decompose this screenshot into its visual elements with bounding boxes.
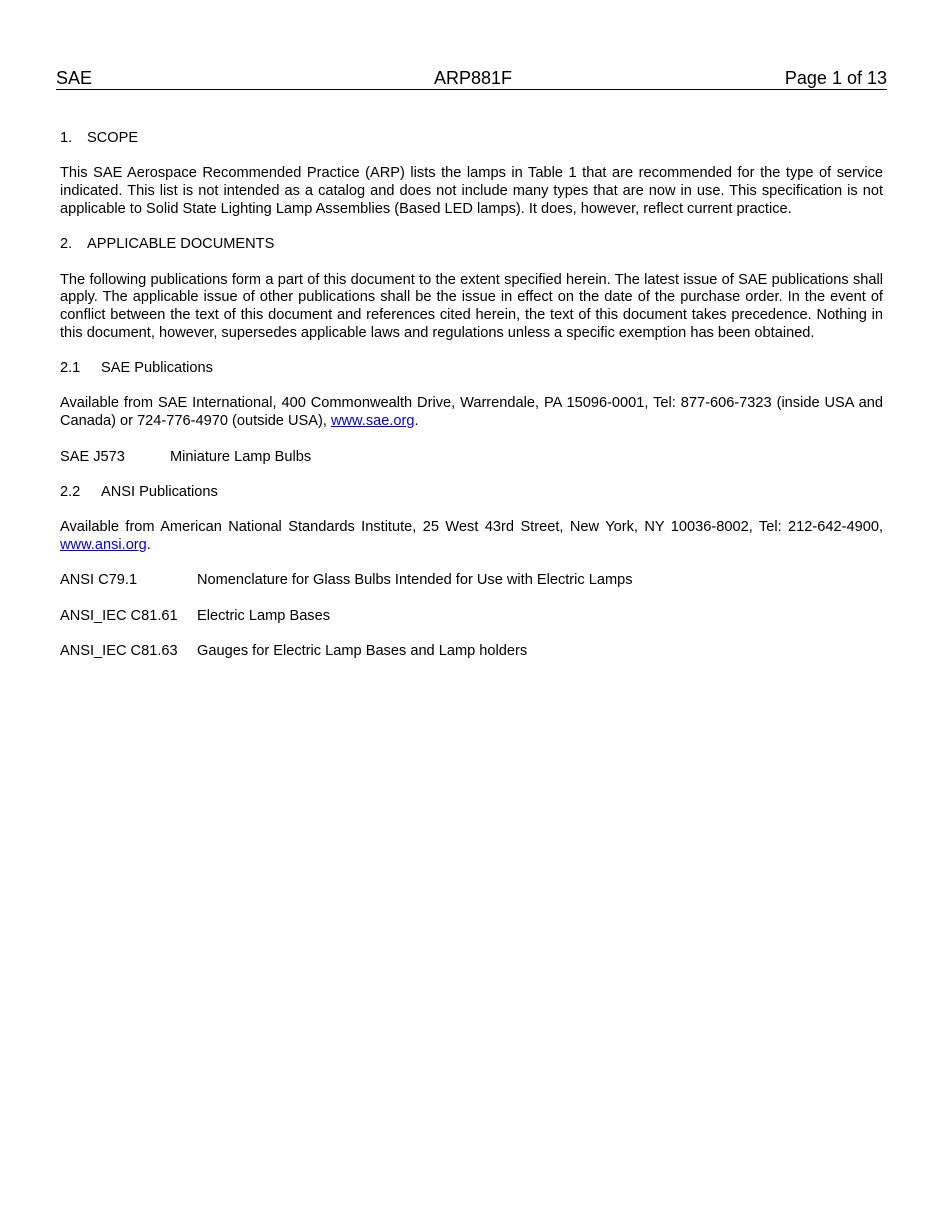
document-body — [60, 130, 883, 679]
reference-row — [60, 449, 883, 467]
ansi-availability-text: Available from American National Standards Institute, 25 West 43rd Street, New York, NY 10036-8002, Tel: 212-642-4900, — [60, 519, 883, 536]
section-title: SCOPE — [87, 130, 139, 146]
sae-availability-end: . — [414, 413, 419, 430]
section-heading-ansi-publications — [60, 484, 883, 502]
reference-title: Electric Lamp Bases — [197, 607, 331, 624]
section-heading-sae-publications — [60, 360, 883, 378]
page-header — [56, 67, 887, 90]
reference-row — [60, 643, 883, 661]
header-doc-number: ARP881F — [434, 68, 513, 88]
section-heading-scope — [60, 130, 883, 148]
scope-paragraph: This SAE Aerospace Recommended Practice (ARP) lists the lamps in Table 1 that are recommended for the type of service indicated. This list is not intended as a catalog and does not include many types that are now in use. This specification is not applicable to Solid State Lighting Lamp Assemblies (Based LED lamps). It does, however, reflect current practice. — [60, 165, 883, 217]
reference-code: ANSI_IEC C81.63 — [60, 643, 178, 660]
section-heading-applicable-documents — [60, 236, 883, 254]
reference-title: Gauges for Electric Lamp Bases and Lamp holders — [197, 643, 528, 660]
reference-code: SAE J573 — [60, 448, 125, 465]
section-number: 2.2 — [60, 483, 81, 500]
ansi-website-link[interactable]: www.ansi.org — [60, 537, 147, 554]
ansi-availability-paragraph — [60, 519, 883, 554]
applicable-documents-paragraph: The following publications form a part of this document to the extent specified herein. The latest issue of SAE publications shall apply. The applicable issue of other publications shall be the issue in effect on the date of the purchase order. In the event of conflict between the text of this document and references cited herein, the text of this document takes precedence. Nothing in this document, however, supersedes applicable laws and regulations unless a specific exemption has been obtained. — [60, 271, 883, 341]
reference-row — [60, 608, 883, 626]
section-number: 2.1 — [60, 360, 81, 377]
reference-title: Nomenclature for Glass Bulbs Intended for Use with Electric Lamps — [197, 572, 633, 589]
sae-website-link[interactable]: www.sae.org — [330, 413, 415, 430]
section-number: 1. — [60, 130, 73, 146]
section-title: SAE Publications — [101, 360, 213, 377]
section-title: APPLICABLE DOCUMENTS — [87, 236, 275, 253]
reference-row — [60, 572, 883, 590]
section-title: ANSI Publications — [101, 483, 218, 500]
sae-availability-paragraph — [60, 395, 883, 430]
section-number: 2. — [60, 236, 73, 253]
ansi-availability-end: . — [146, 537, 151, 554]
reference-code: ANSI_IEC C81.61 — [60, 607, 178, 624]
sae-availability-text: Available from SAE International, 400 Commonwealth Drive, Warrendale, PA 15096-0001, Tel: 877-606-7323 (inside USA and Canada) or 724-776-4970 (outside USA), — [60, 395, 883, 430]
reference-code: ANSI C79.1 — [60, 572, 138, 589]
header-page-number: Page 1 of 13 — [784, 68, 887, 88]
header-org: SAE — [56, 68, 93, 88]
reference-title: Miniature Lamp Bulbs — [170, 448, 312, 465]
